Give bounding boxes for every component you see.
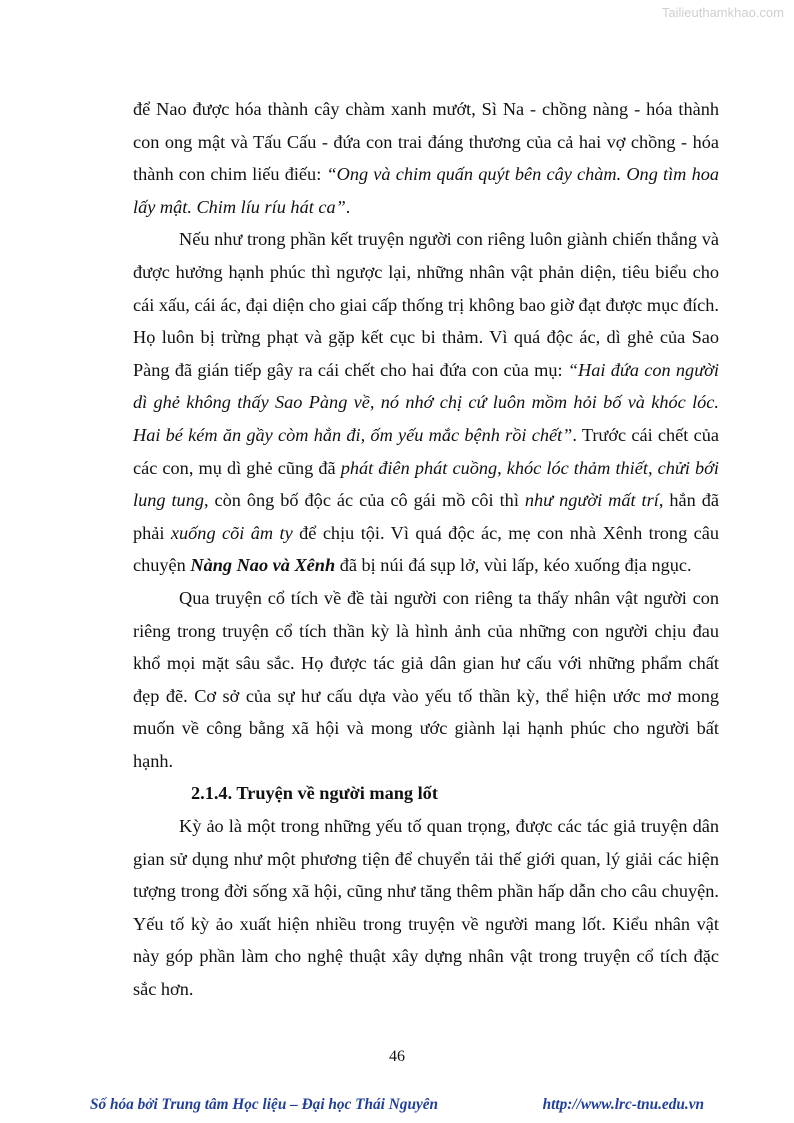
text: Nếu như trong phần kết truyện người con riêng luôn giành chiến thắng và được hưởng hạnh phúc thì ngược lại, những nhân vật phản diện, tiêu biểu cho cái xấu, cái ác, đại diện cho giai cấp thống trị không bao giờ đạt được mục đích. Họ luôn bị trừng phạt và gặp kết cục bi thảm. Vì quá độc ác, dì ghẻ của Sao Pàng đã gián tiếp gây ra cái chết cho hai đứa con của mụ: — [133, 229, 719, 380]
section-heading: 2.1.4. Truyện về người mang lốt — [191, 783, 438, 804]
quote: “Ong và chim quấn quýt bên cây chàm. Ong tìm hoa lấy mật. Chim líu ríu hát ca” — [133, 164, 719, 217]
story-title: Nàng Nao và Xênh — [190, 555, 336, 576]
quote: phát điên phát cuồng, khóc lóc thảm thiết, chửi bới lung tung — [133, 457, 719, 511]
paragraph-4: Kỳ ảo là một trong những yếu tố quan trọng, được các tác giả truyện dân gian sử dụng như một phương tiện để chuyển tải thế giới quan, lý giải các hiện tượng trong đời sống xã hội, cũng như tăng thêm phần hấp dẫn cho câu chuyện. Yếu tố kỳ ảo xuất hiện nhiều trong truyện về người mang lốt. Kiểu nhân vật này góp phần làm cho nghệ thuật xây dựng nhân vật trong truyện cổ tích đặc sắc hơn. — [133, 816, 719, 1000]
watermark: Tailieuthamkhao.com — [661, 5, 784, 20]
footer-url: http://www.lrc-tnu.edu.vn — [542, 1096, 704, 1113]
paragraph-2 — [133, 223, 719, 582]
quote: “Hai đứa con người dì ghẻ không thấy Sao Pàng về, nó nhớ chị cứ luôn mồm hỏi bố và khóc lóc. Hai bé kém ăn gầy còm hẳn đi, ốm yếu mắc bệnh rồi chết” — [133, 359, 719, 445]
text: đã bị núi đá sụp lở, vùi lấp, kéo xuống địa ngục. — [335, 555, 692, 576]
text: để chịu tội. Vì quá độc ác, mẹ con nhà Xênh trong câu chuyện — [133, 522, 720, 576]
quote: xuống cõi âm ty — [170, 522, 293, 543]
text: để Nao được hóa thành cây chàm xanh mướt, Sì Na - chồng nàng - hóa thành con ong mật và Tấu Cấu - đứa con trai đáng thương của cả hai vợ chồng - hóa thành con chim liếu điếu: — [133, 99, 719, 185]
paragraph-1 — [133, 93, 719, 223]
text: . Trước cái chết của các con, mụ dì ghẻ cũng đã — [133, 424, 719, 478]
text: , hắn đã phải — [133, 490, 719, 543]
text: , còn ông bố độc ác của cô gái mồ côi thì — [203, 490, 525, 511]
text: . — [345, 196, 351, 217]
footer-source: Số hóa bởi Trung tâm Học liệu – Đại học Thái Nguyên — [90, 1096, 439, 1113]
quote: như người mất trí — [524, 490, 659, 511]
footer — [90, 1096, 704, 1114]
page-body — [133, 93, 719, 1006]
page-number: 46 — [389, 1048, 405, 1065]
paragraph-3: Qua truyện cổ tích về đề tài người con riêng ta thấy nhân vật người con riêng trong truyện cổ tích thần kỳ là hình ảnh của những con người chịu đau khổ mọi mặt sâu sắc. Họ được tác giả dân gian hư cấu với những phẩm chất đẹp đẽ. Cơ sở của sự hư cấu dựa vào yếu tố thần kỳ, thể hiện ước mơ mong muốn về công bằng xã hội và mong ước giành lại hạnh phúc cho người bất hạnh. — [133, 587, 719, 771]
